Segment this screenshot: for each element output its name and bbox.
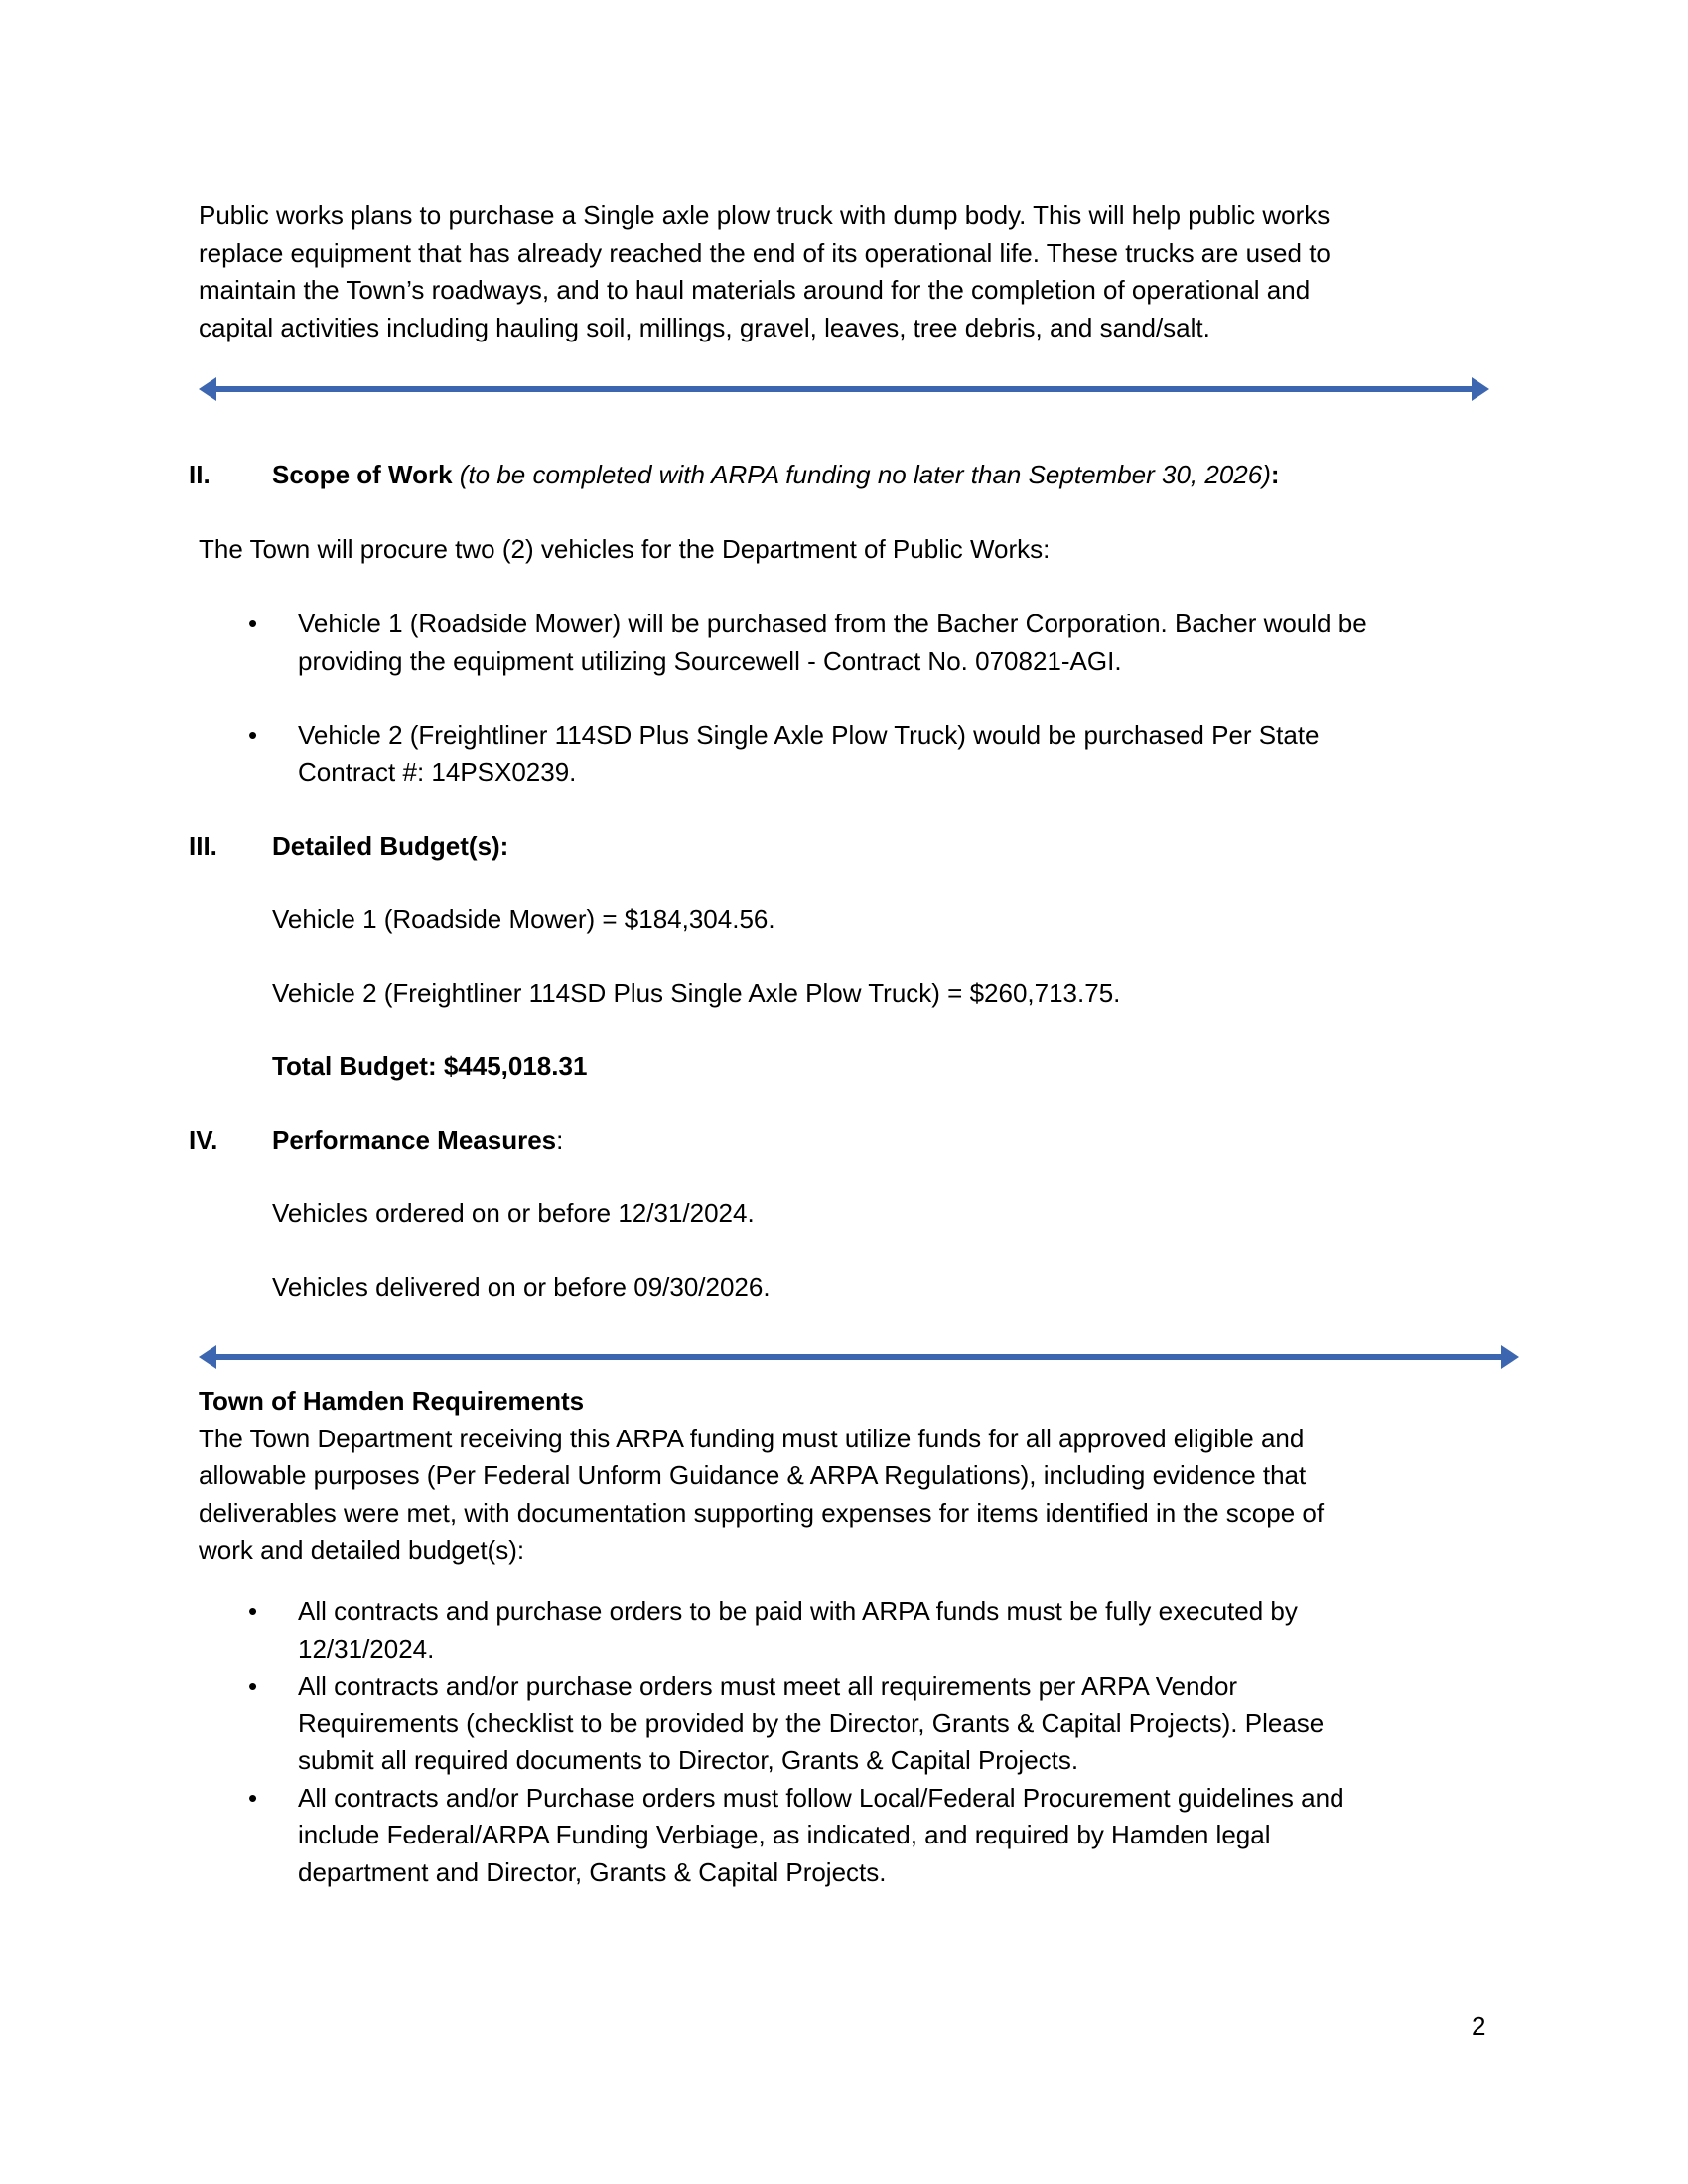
bullet-icon: •: [248, 609, 258, 638]
bullet-icon: •: [248, 1596, 258, 1626]
scope-intro: The Town will procure two (2) vehicles for the Department of Public Works:: [199, 534, 1051, 564]
section-title-suffix: :: [1270, 460, 1280, 489]
list-item: [248, 1780, 1489, 1892]
section-title-wrapper: [272, 1122, 563, 1159]
section-title-wrapper: [272, 457, 1280, 493]
section-number: III.: [189, 831, 217, 861]
bullet-icon: •: [248, 1782, 258, 1813]
divider-arrow-right-head: [1472, 377, 1489, 401]
bullet-line: All contracts and/or Purchase orders must follow Local/Federal Procurement guidelines and: [298, 1782, 1344, 1813]
bullet-line: All contracts and/or purchase orders must meet all requirements per ARPA Vendor: [298, 1671, 1238, 1701]
page-number: 2: [1472, 2011, 1486, 2041]
requirements-line: deliverables were met, with documentation supporting expenses for items identified in the scope of: [199, 1497, 1325, 1528]
bullet-line: Requirements (checklist to be provided by the Director, Grants & Capital Projects). Please: [298, 1707, 1325, 1738]
bullet-line: Vehicle 2 (Freightliner 114SD Plus Single Axle Plow Truck) would be purchased Per State: [298, 720, 1320, 750]
requirements-heading: Town of Hamden Requirements: [199, 1386, 585, 1416]
divider-arrow-left-head: [199, 1345, 216, 1369]
performance-item: Vehicles delivered on or before 09/30/2026.: [272, 1272, 771, 1301]
section-title: Detailed Budget(s):: [272, 831, 509, 861]
section-title: Performance Measures: [272, 1125, 557, 1155]
intro-line: maintain the Town’s roadways, and to haul materials around for the completion of operational and: [199, 275, 1311, 305]
intro-line: capital activities including hauling soil, millings, gravel, leaves, tree debris, and sand/salt.: [199, 312, 1210, 342]
performance-item: Vehicles ordered on or before 12/31/2024.: [272, 1198, 755, 1228]
bullet-icon: •: [248, 1671, 258, 1701]
intro-paragraph: [199, 198, 1489, 346]
intro-line: replace equipment that has already reached the end of its operational life. These trucks are used to: [199, 237, 1331, 268]
divider-arrow: [199, 374, 1489, 404]
scope-bullet-list: [248, 606, 1489, 680]
divider-arrow-left-head: [199, 377, 216, 401]
list-item: [248, 606, 1489, 680]
budget-total: Total Budget: $445,018.31: [272, 1051, 588, 1081]
requirements-line: work and detailed budget(s):: [199, 1535, 525, 1565]
bullet-line: Vehicle 1 (Roadside Mower) will be purchased from the Bacher Corporation. Bacher would be: [298, 609, 1367, 638]
bullet-line: 12/31/2024.: [298, 1633, 435, 1664]
bullet-line: include Federal/ARPA Funding Verbiage, as indicated, and required by Hamden legal: [298, 1820, 1271, 1849]
budget-item: Vehicle 2 (Freightliner 114SD Plus Single Axle Plow Truck) = $260,713.75.: [272, 978, 1121, 1008]
bullet-line: Contract #: 14PSX0239.: [298, 756, 577, 787]
divider-arrow-right-head: [1501, 1345, 1519, 1369]
list-item: [248, 1593, 1489, 1668]
bullet-icon: •: [248, 720, 258, 750]
divider-arrow: [199, 1342, 1519, 1372]
intro-line: Public works plans to purchase a Single axle plow truck with dump body. This will help public works: [199, 201, 1331, 230]
section-number: IV.: [189, 1125, 218, 1155]
list-item: [248, 1668, 1489, 1780]
list-item: [248, 717, 1489, 791]
section-title-suffix: :: [556, 1125, 564, 1155]
bullet-line: All contracts and purchase orders to be paid with ARPA funds must be fully executed by: [298, 1596, 1298, 1626]
section-title-note: (to be completed with ARPA funding no later than September 30, 2026): [459, 460, 1271, 489]
budget-item: Vehicle 1 (Roadside Mower) = $184,304.56.: [272, 904, 775, 934]
requirements-line: The Town Department receiving this ARPA funding must utilize funds for all approved eligible and: [199, 1423, 1305, 1453]
bullet-line: providing the equipment utilizing Sourcewell - Contract No. 070821-AGI.: [298, 645, 1122, 676]
bullet-line: department and Director, Grants & Capital Projects.: [298, 1856, 887, 1887]
scope-bullet-list: [248, 717, 1489, 791]
requirements-block: [199, 1383, 1489, 1570]
requirements-bullet-list: [248, 1593, 1489, 1891]
requirements-line: allowable purposes (Per Federal Unform Guidance & ARPA Regulations), including evidence that: [199, 1460, 1307, 1490]
section-number: II.: [189, 460, 211, 489]
section-title: Scope of Work: [272, 460, 453, 489]
bullet-line: submit all required documents to Director, Grants & Capital Projects.: [298, 1745, 1079, 1775]
